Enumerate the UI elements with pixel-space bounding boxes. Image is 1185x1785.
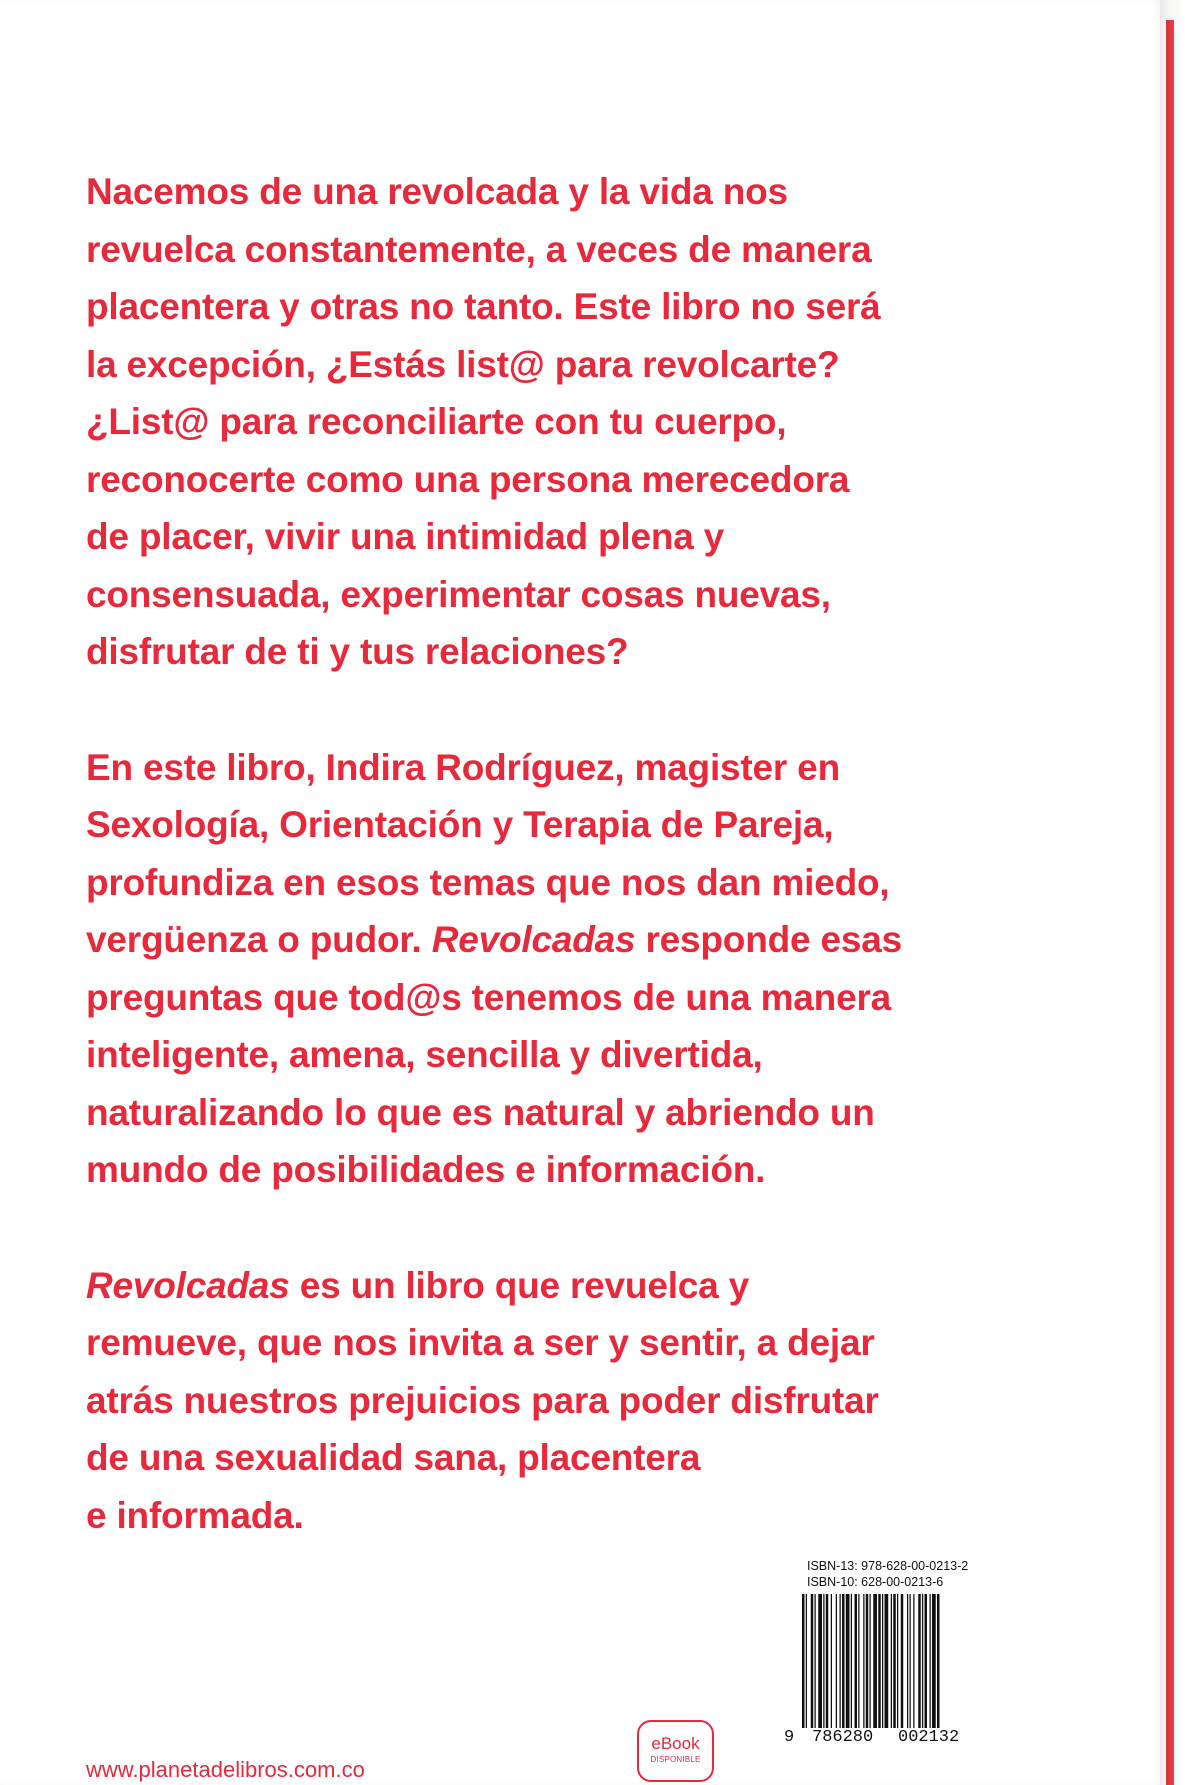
blurb-paragraph-3 xyxy=(86,1257,1106,1545)
barcode-bar xyxy=(930,1594,931,1728)
barcode-bar xyxy=(937,1594,940,1728)
barcode-bar xyxy=(863,1594,864,1728)
red-spine-edge xyxy=(1166,20,1174,1785)
blurb-line: e informada. xyxy=(86,1494,304,1536)
barcode-bar xyxy=(846,1594,850,1728)
blurb-line: la excepción, ¿Estás list@ para revolcarte? xyxy=(86,343,840,385)
blurb-line: profundiza en esos temas que nos dan miedo, xyxy=(86,861,890,903)
blurb-line: preguntas que tod@s tenemos de una manera xyxy=(86,976,892,1018)
barcode-bar xyxy=(802,1594,805,1728)
barcode-bar xyxy=(842,1594,845,1728)
barcode-bar xyxy=(918,1594,921,1728)
barcode-bar xyxy=(910,1594,911,1728)
barcode-bar xyxy=(811,1594,814,1728)
blurb-line: placentera y otras no tanto. Este libro no será xyxy=(86,286,881,327)
blurb-line: Nacemos de una revolcada y la vida nos xyxy=(86,171,788,212)
barcode-digit-group: 9 xyxy=(784,1728,795,1747)
blurb-line: disfrutar de ti y tus relaciones? xyxy=(86,631,629,672)
blurb-line: naturalizando lo que es natural y abriendo un xyxy=(86,1091,875,1133)
barcode-bar xyxy=(836,1594,837,1728)
barcode-bar xyxy=(826,1594,829,1728)
blurb-text-run: vergüenza o pudor. xyxy=(86,919,432,960)
barcode-bar xyxy=(873,1594,877,1728)
barcode-bar xyxy=(851,1594,852,1728)
blurb-line: atrás nuestros prejuicios para poder disfrutar xyxy=(86,1379,879,1421)
barcode-bar xyxy=(901,1594,904,1728)
website-url: www.planetadelibros.com.co xyxy=(86,1757,365,1782)
blurb-line: ¿List@ para reconciliarte con tu cuerpo, xyxy=(86,401,787,442)
barcode xyxy=(802,1594,983,1728)
isbn-block xyxy=(807,1558,997,1590)
blurb-line: inteligente, amena, sencilla y divertida, xyxy=(86,1034,763,1075)
blurb-text-run: es un libro que revuelca y xyxy=(289,1264,749,1306)
barcode-bar xyxy=(831,1594,832,1728)
barcode-bar xyxy=(897,1594,898,1728)
barcode-bar xyxy=(840,1594,841,1728)
blurb-line: consensuada, experimentar cosas nuevas, xyxy=(86,573,831,615)
blurb-line: remueve, que nos invita a ser y sentir, a dejar xyxy=(86,1322,875,1363)
barcode-bar xyxy=(893,1594,896,1728)
barcode-bar xyxy=(932,1594,936,1728)
barcode-digits xyxy=(784,1728,983,1750)
barcode-bar xyxy=(818,1594,822,1728)
isbn-10: ISBN-10: 628-00-0213-6 xyxy=(807,1575,944,1589)
blurb-text xyxy=(86,163,1106,1544)
blurb-line xyxy=(86,1257,1106,1315)
blurb-line: En este libro, Indira Rodríguez, magister en xyxy=(86,746,840,788)
ebook-label: eBook xyxy=(651,1734,700,1753)
blurb-line xyxy=(86,911,1106,969)
barcode-bar xyxy=(823,1594,824,1728)
barcode-digit-group: 786280 xyxy=(812,1728,874,1747)
barcode-bar xyxy=(866,1594,869,1728)
barcode-bar xyxy=(878,1594,881,1728)
blurb-paragraph-2 xyxy=(86,739,1106,1199)
blurb-line: reconocerte como una persona merecedora xyxy=(86,458,850,500)
book-title-italic: Revolcadas xyxy=(86,1264,290,1306)
barcode-bar xyxy=(806,1594,807,1728)
barcode-bar xyxy=(891,1594,892,1728)
barcode-bar xyxy=(885,1594,889,1728)
blurb-text-run: responde esas xyxy=(635,919,902,960)
blurb-paragraph-1 xyxy=(86,163,1106,681)
barcode-bar xyxy=(855,1594,858,1728)
barcode-bar xyxy=(913,1594,914,1728)
barcode-digit-group: 002132 xyxy=(898,1728,960,1747)
ebook-badge xyxy=(637,1720,714,1782)
blurb-line: Sexología, Orientación y Terapia de Pareja, xyxy=(86,804,834,845)
isbn-13: ISBN-13: 978-628-00-0213-2 xyxy=(807,1559,969,1573)
blurb-line: de una sexualidad sana, placentera xyxy=(86,1437,701,1478)
barcode-bar xyxy=(925,1594,928,1728)
ebook-sub-label: DISPONIBLE xyxy=(650,1755,701,1764)
barcode-bar xyxy=(858,1594,859,1728)
barcode-bar xyxy=(922,1594,923,1728)
barcode-bar xyxy=(870,1594,871,1728)
blurb-line: de placer, vivir una intimidad plena y xyxy=(86,516,725,557)
blurb-line: mundo de posibilidades e información. xyxy=(86,1149,766,1190)
blurb-line: revuelca constantemente, a veces de manera xyxy=(86,228,872,270)
book-title-italic: Revolcadas xyxy=(431,919,636,960)
barcode-bar xyxy=(882,1594,883,1728)
barcode-bar xyxy=(815,1594,816,1728)
barcode-bar xyxy=(907,1594,908,1728)
